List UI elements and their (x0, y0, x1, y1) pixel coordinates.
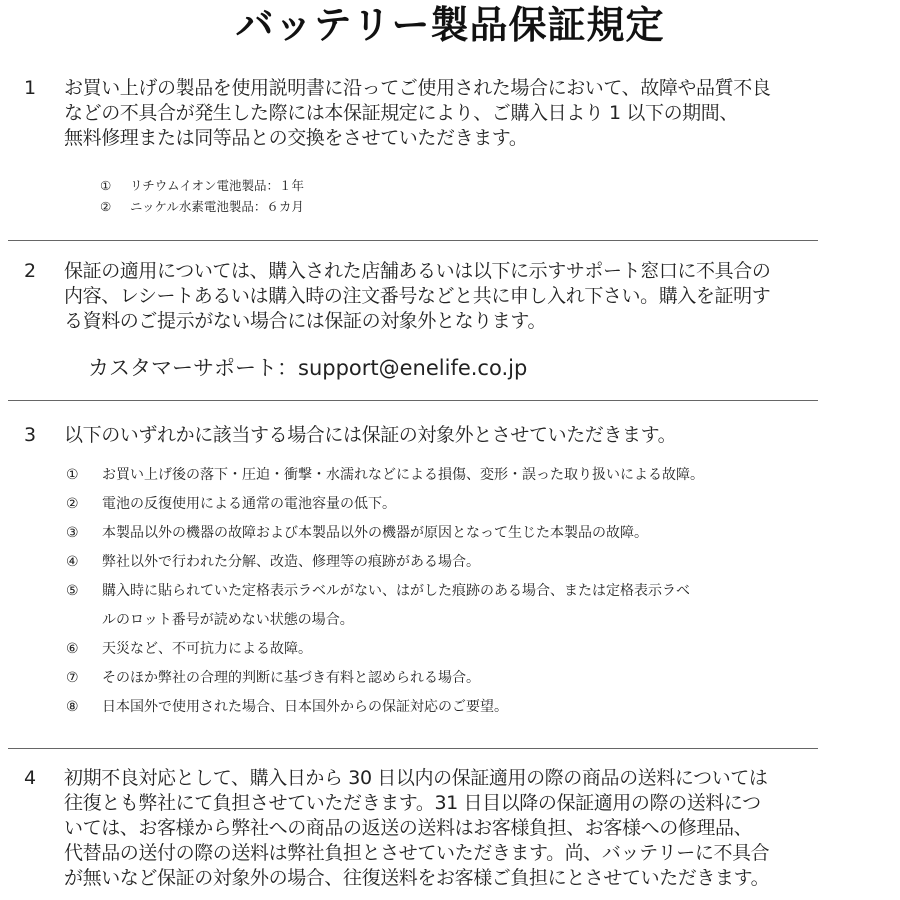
exclusion-item (66, 669, 866, 698)
section-divider (8, 748, 818, 749)
section-1-number: 1 (24, 77, 37, 99)
item-mark: ① (66, 467, 79, 483)
exclusion-item (66, 466, 866, 495)
item-text: リチウムイオン電池製品：１年 (130, 178, 305, 193)
item-mark: ⑧ (66, 699, 79, 715)
section-1-text (64, 76, 896, 151)
section-2-number: 2 (24, 260, 37, 282)
exclusion-item (66, 698, 866, 727)
section-2-line: 内容、レシートあるいは購入時の注文番号などと共に申し入れ下さい。購入を証明す (64, 285, 771, 307)
item-mark: ② (100, 199, 112, 214)
section-1-item (100, 198, 304, 216)
item-text: 購入時に貼られていた定格表示ラベルがない、はがした痕跡のある場合、または定格表示ラベ (102, 583, 690, 599)
item-text: ニッケル水素電池製品：６カ月 (130, 199, 304, 214)
exclusion-item (66, 553, 866, 582)
section-2-text (64, 259, 896, 334)
section-1-line: お買い上げの製品を使用説明書に沿ってご使用された場合において、故障や品質不良 (64, 77, 771, 99)
exclusion-list (66, 466, 866, 727)
section-1-line: などの不具合が発生した際には本保証規定により、ご購入日より 1 以下の期間、 (64, 102, 738, 124)
section-2-line: 保証の適用については、購入された店舗あるいは以下に示すサポート窓口に不具合の (64, 260, 771, 282)
item-mark: ③ (66, 525, 79, 541)
section-2-line: る資料のご提示がない場合には保証の対象外となります。 (64, 310, 547, 332)
item-text: 天災など、不可抗力による故障。 (102, 641, 312, 657)
item-text: 日本国外で使用された場合、日本国外からの保証対応のご要望。 (102, 699, 508, 715)
section-divider (8, 400, 818, 401)
exclusion-item (66, 524, 866, 553)
section-3-text (64, 423, 896, 448)
page-title: バッテリー製品保証規定 (235, 3, 665, 47)
section-4-number: 4 (24, 767, 37, 789)
exclusion-item (66, 640, 866, 669)
item-mark: ⑤ (66, 583, 79, 599)
item-text: 電池の反復使用による通常の電池容量の低下。 (102, 496, 396, 512)
item-mark: ④ (66, 554, 79, 570)
section-4-line: 初期不良対応として、購入日から 30 日以内の保証適用の際の商品の送料については (64, 767, 768, 789)
item-mark: ② (66, 496, 79, 512)
item-text: 本製品以外の機器の故障および本製品以外の機器が原因となって生じた本製品の故障。 (102, 525, 648, 541)
section-1-line: 無料修理または同等品との交換をさせていただきます。 (64, 127, 528, 149)
section-4-text (64, 766, 896, 891)
exclusion-item-continuation (66, 611, 866, 640)
item-text: ルのロット番号が読めない状態の場合。 (102, 612, 354, 628)
section-3-line: 以下のいずれかに該当する場合には保証の対象外とさせていただきます。 (64, 424, 677, 446)
item-text: 弊社以外で行われた分解、改造、修理等の痕跡がある場合。 (102, 554, 480, 570)
item-mark: ⑦ (66, 670, 79, 686)
section-3-number: 3 (24, 424, 37, 446)
section-4-line: 往復とも弊社にて負担させていただきます。31 日目以降の保証適用の際の送料につ (64, 792, 761, 814)
item-text: そのほか弊社の合理的判断に基づき有料と認められる場合。 (102, 670, 480, 686)
item-text: お買い上げ後の落下・圧迫・衝撃・水濡れなどによる損傷、変形・誤った取り扱いによる故障。 (102, 467, 704, 483)
item-mark: ① (100, 178, 112, 193)
section-1-item (100, 177, 304, 195)
customer-support-contact: カスタマーサポート：support@enelife.co.jp (88, 356, 528, 380)
section-4-line: が無いなど保証の対象外の場合、往復送料をお客様ご負担にとさせていただきます。 (64, 867, 770, 889)
exclusion-item (66, 582, 866, 611)
section-divider (8, 240, 818, 241)
item-mark: ⑥ (66, 641, 79, 657)
exclusion-item (66, 495, 866, 524)
section-4-line: いては、お客様から弊社への商品の返送の送料はお客様負担、お客様への修理品、 (64, 817, 753, 839)
section-4-line: 代替品の送付の際の送料は弊社負担とさせていただきます。尚、バッテリーに不具合 (64, 842, 770, 864)
